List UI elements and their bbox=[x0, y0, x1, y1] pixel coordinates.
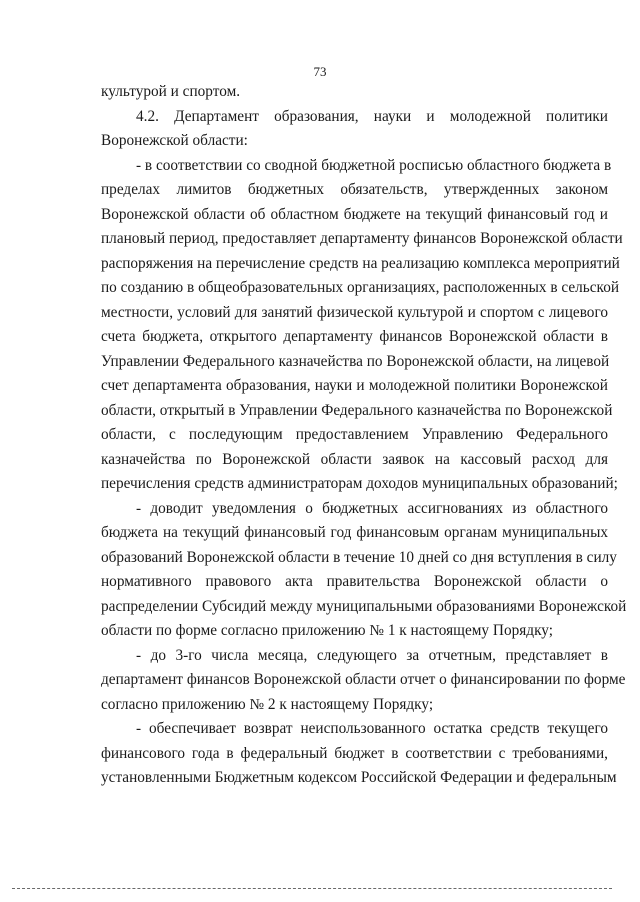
text-line: местности, условий для занятий физической культурой и спортом с лицевого bbox=[101, 303, 608, 321]
text-line: нормативного правового акта правительства Воронежской области о bbox=[101, 573, 608, 590]
text-line: Воронежской области об областном бюджете на текущий финансовый год и bbox=[101, 205, 608, 223]
text-line: распределении Субсидий между муниципальными образованиями Воронежской bbox=[101, 597, 627, 615]
text-line: по созданию в общеобразовательных организациях, расположенных в сельской bbox=[101, 279, 620, 296]
text-line: образований Воронежской области в течение 10 дней со дня вступления в силу bbox=[101, 548, 617, 566]
text-line: счета бюджета, открытого департаменту финансов Воронежской области в bbox=[101, 328, 608, 345]
text-line: установленными Бюджетным кодексом Российской Федерации и федеральным bbox=[101, 769, 617, 786]
page-bottom-divider bbox=[12, 888, 612, 889]
text-line: перечисления средств администраторам доходов муниципальных образований; bbox=[101, 475, 618, 492]
document-body bbox=[101, 80, 627, 791]
text-line: департамент финансов Воронежской области отчет о финансировании по форме bbox=[101, 671, 626, 688]
text-line: области, открытый в Управлении Федерального казначейства по Воронежской bbox=[101, 401, 613, 419]
text-line: бюджета на текущий финансовый год финансовым органам муниципальных bbox=[101, 524, 608, 541]
page-number: 73 bbox=[313, 64, 327, 79]
text-line: области, с последующим предоставлением Управлению Федерального bbox=[101, 426, 608, 443]
text-line: плановый период, предоставляет департаменту финансов Воронежской области bbox=[101, 230, 623, 247]
text-line: Управлении Федерального казначейства по Воронежской области, на лицевой bbox=[101, 352, 610, 370]
text-line: - обеспечивает возврат неиспользованного остатка средств текущего bbox=[136, 720, 608, 737]
text-line: согласно приложению № 2 к настоящему Порядку; bbox=[101, 695, 434, 713]
text-line: культурой и спортом. bbox=[101, 83, 241, 100]
text-line: 4.2. Департамент образования, науки и молодежной политики bbox=[136, 107, 608, 125]
text-line: распоряжения на перечисление средств на реализацию комплекса мероприятий bbox=[101, 254, 620, 272]
text-line: счет департамента образования, науки и молодежной политики Воронежской bbox=[101, 377, 608, 394]
text-line: пределах лимитов бюджетных обязательств, утвержденных законом bbox=[101, 181, 608, 198]
text-line: области по форме согласно приложению № 1 к настоящему Порядку; bbox=[101, 622, 553, 639]
text-line: финансового года в федеральный бюджет в соответствии с требованиями, bbox=[101, 744, 608, 762]
text-line: - доводит уведомления о бюджетных ассигнованиях из областного bbox=[136, 499, 608, 517]
text-line: Воронежской области: bbox=[101, 132, 248, 149]
text-line: казначейства по Воронежской области заявок на кассовый расход для bbox=[101, 450, 608, 468]
text-line: - до 3-го числа месяца, следующего за отчетным, представляет в bbox=[136, 646, 608, 664]
text-line: - в соответствии со сводной бюджетной росписью областного бюджета в bbox=[136, 156, 612, 174]
